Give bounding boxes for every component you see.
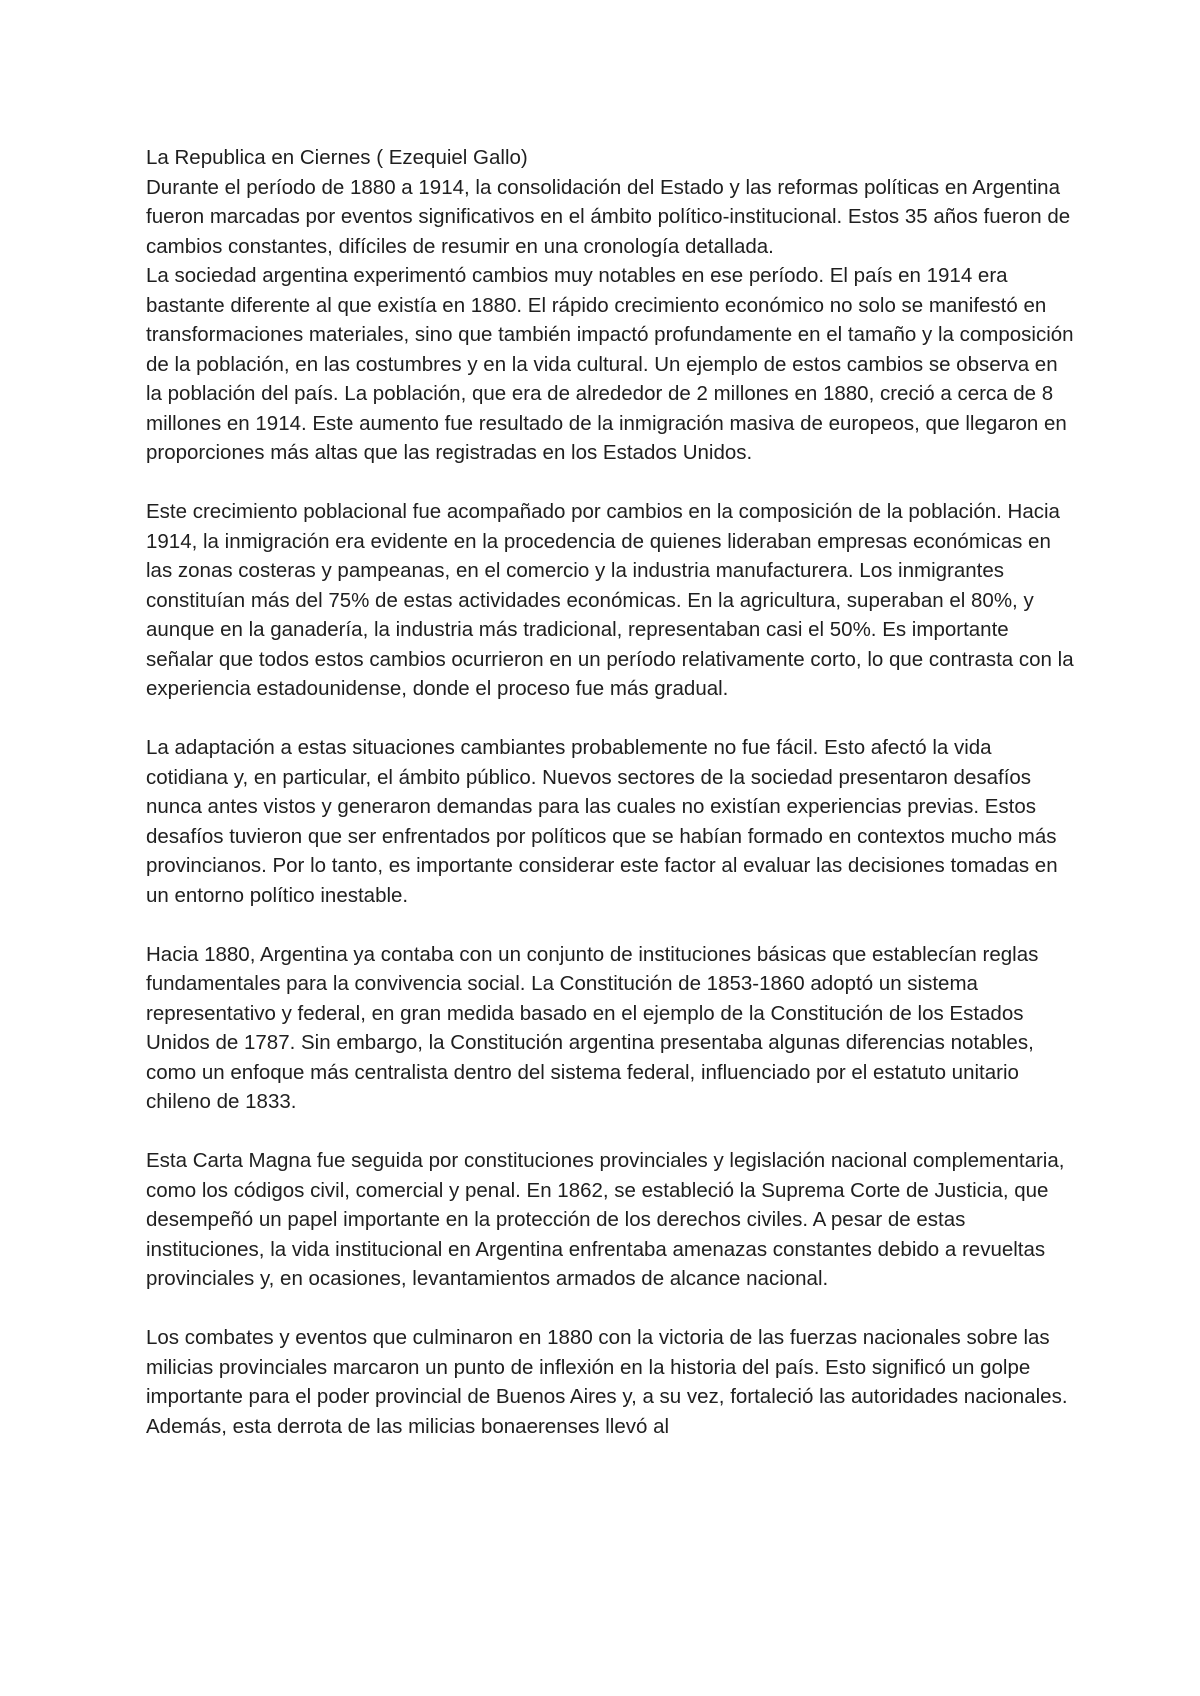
paragraph-spacer bbox=[146, 1117, 1076, 1147]
paragraph-spacer bbox=[146, 910, 1076, 940]
paragraph-7: Los combates y eventos que culminaron en 1880 con la victoria de las fuerzas nacionales sobre las milicias provinciales marcaron un punto de inflexión en la historia del país. Esto significó un golpe importante para el poder provincial de Buenos Aires y, a su vez, fortaleció las autoridades nacionales. Además, esta derrota de las milicias bonaerenses llevó al bbox=[146, 1326, 1068, 1438]
paragraph-2: La sociedad argentina experimentó cambios muy notables en ese período. El país en 1914 era bastante diferente al que existía en 1880. El rápido crecimiento económico no solo se manifestó en transformaciones materiales, sino que también impactó profundamente en el tamaño y la composición de la población, en las costumbres y en la vida cultural. Un ejemplo de estos cambios se observa en la población del país. La población, que era de alrededor de 2 millones en 1880, creció a cerca de 8 millones en 1914. Este aumento fue resultado de la inmigración masiva de europeos, que llegaron en proporciones más altas que las registradas en los Estados Unidos. bbox=[146, 264, 1074, 464]
paragraph-spacer bbox=[146, 1294, 1076, 1324]
paragraph-1: Durante el período de 1880 a 1914, la consolidación del Estado y las reformas políticas en Argentina fueron marcadas por eventos significativos en el ámbito político-institucional. Estos 35 años fueron de cambios constantes, difíciles de resumir en una cronología detallada. bbox=[146, 175, 1071, 258]
document-title: La Republica en Ciernes ( Ezequiel Gallo) bbox=[146, 146, 528, 169]
paragraph-3: Este crecimiento poblacional fue acompañado por cambios en la composición de la población. Hacia 1914, la inmigración era evidente en la procedencia de quienes lideraban empresas económicas en las zonas costeras y pampeanas, en el comercio y la industria manufacturera. Los inmigrantes constituían más del 75% de estas actividades económicas. En la agricultura, superaban el 80%, y aunque en la ganadería, la industria más tradicional, representaban casi el 50%. Es importante señalar que todos estos cambios ocurrieron en un período relativamente corto, lo que contrasta con la experiencia estadounidense, donde el proceso fue más gradual. bbox=[146, 500, 1074, 700]
paragraph-6: Esta Carta Magna fue seguida por constituciones provinciales y legislación nacional complementaria, como los códigos civil, comercial y penal. En 1862, se estableció la Suprema Corte de Justicia, que desempeñó un papel importante en la protección de los derechos civiles. A pesar de estas instituciones, la vida institucional en Argentina enfrentaba amenazas constantes debido a revueltas provinciales y, en ocasiones, levantamientos armados de alcance nacional. bbox=[146, 1149, 1065, 1290]
paragraph-spacer bbox=[146, 704, 1076, 734]
paragraph-5: Hacia 1880, Argentina ya contaba con un conjunto de instituciones básicas que establecían reglas fundamentales para la convivencia social. La Constitución de 1853-1860 adoptó un sistema representativo y federal, en gran medida basado en el ejemplo de la Constitución de los Estados Unidos de 1787. Sin embargo, la Constitución argentina presentaba algunas diferencias notables, como un enfoque más centralista dentro del sistema federal, influenciado por el estatuto unitario chileno de 1833. bbox=[146, 942, 1039, 1113]
document-page bbox=[146, 143, 1076, 1441]
paragraph-spacer bbox=[146, 468, 1076, 498]
paragraph-4: La adaptación a estas situaciones cambiantes probablemente no fue fácil. Esto afectó la vida cotidiana y, en particular, el ámbito público. Nuevos sectores de la sociedad presentaron desafíos nunca antes vistos y generaron demandas para las cuales no existían experiencias previas. Estos desafíos tuvieron que ser enfrentados por políticos que se habían formado en contextos mucho más provincianos. Por lo tanto, es importante considerar este factor al evaluar las decisiones tomadas en un entorno político inestable. bbox=[146, 736, 1058, 907]
